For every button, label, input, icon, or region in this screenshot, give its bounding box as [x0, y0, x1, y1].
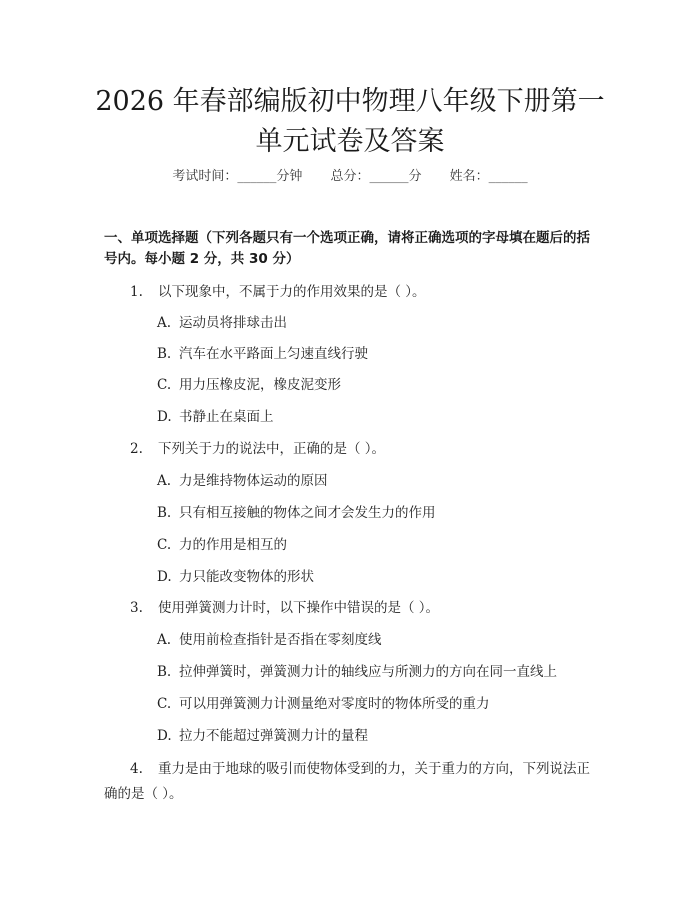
option-text: 用力压橡皮泥，橡皮泥变形	[179, 377, 341, 393]
question-3	[130, 598, 439, 618]
question-stem: 重力是由于地球的吸引而使物体受到的力，关于重力的方向，下列说法正确的是（ ）。	[104, 761, 590, 802]
question-stem: 使用弹簧测力计时，以下操作中错误的是（ ）。	[158, 600, 440, 616]
option-text: 力的作用是相互的	[179, 537, 287, 553]
option-2d	[157, 567, 314, 587]
option-text: 书静止在桌面上	[179, 409, 274, 425]
question-stem: 以下现象中，不属于力的作用效果的是（ ）。	[158, 284, 426, 300]
option-2a	[157, 471, 328, 491]
question-2	[130, 439, 385, 459]
option-text: 可以用弹簧测力计测量绝对零度时的物体所受的重力	[179, 696, 490, 712]
page-title: 2026 年春部编版初中物理八年级下册第一单元试卷及答案	[95, 86, 605, 157]
option-3c	[157, 694, 490, 714]
option-letter: C.	[157, 537, 172, 553]
option-letter: D.	[157, 409, 172, 425]
option-2b	[157, 503, 436, 523]
option-2c	[157, 535, 287, 555]
option-1c	[157, 375, 341, 395]
option-letter: B.	[157, 505, 172, 521]
option-3a	[157, 630, 382, 650]
student-name: 姓名：______	[449, 169, 528, 184]
option-text: 力是维持物体运动的原因	[179, 473, 328, 489]
option-1b	[157, 344, 368, 364]
option-3b	[157, 662, 557, 682]
option-text: 只有相互接触的物体之间才会发生力的作用	[179, 505, 436, 521]
option-text: 拉伸弹簧时，弹簧测力计的轴线应与所测力的方向在同一直线上	[179, 664, 557, 680]
question-number: 4.	[130, 761, 143, 777]
exam-total-score: 总分：______分	[330, 169, 422, 184]
option-text: 使用前检查指针是否指在零刻度线	[179, 632, 382, 648]
question-number: 2.	[130, 441, 143, 457]
question-number: 1.	[130, 284, 143, 300]
exam-time: 考试时间：______分钟	[172, 169, 303, 184]
option-text: 力只能改变物体的形状	[179, 569, 314, 585]
option-text: 汽车在水平路面上匀速直线行驶	[179, 346, 368, 362]
option-letter: A.	[157, 315, 172, 331]
option-letter: D.	[157, 569, 172, 585]
option-1d	[157, 407, 274, 427]
option-text: 运动员将排球击出	[179, 315, 287, 331]
section-heading: 一、单项选择题（下列各题只有一个选项正确，请将正确选项的字母填在题后的括号内。每小题 2 分，共 30 分）	[104, 230, 590, 267]
question-4	[104, 757, 598, 807]
option-letter: B.	[157, 346, 172, 362]
option-letter: A.	[157, 632, 172, 648]
question-stem: 下列关于力的说法中，正确的是（ ）。	[158, 441, 386, 457]
exam-meta	[0, 168, 700, 186]
option-letter: B.	[157, 664, 172, 680]
option-text: 拉力不能超过弹簧测力计的量程	[179, 728, 368, 744]
option-letter: A.	[157, 473, 172, 489]
option-letter: C.	[157, 377, 172, 393]
option-letter: D.	[157, 728, 172, 744]
question-1	[130, 282, 426, 302]
option-letter: C.	[157, 696, 172, 712]
option-3d	[157, 726, 368, 746]
question-number: 3.	[130, 600, 143, 616]
option-1a	[157, 313, 287, 333]
